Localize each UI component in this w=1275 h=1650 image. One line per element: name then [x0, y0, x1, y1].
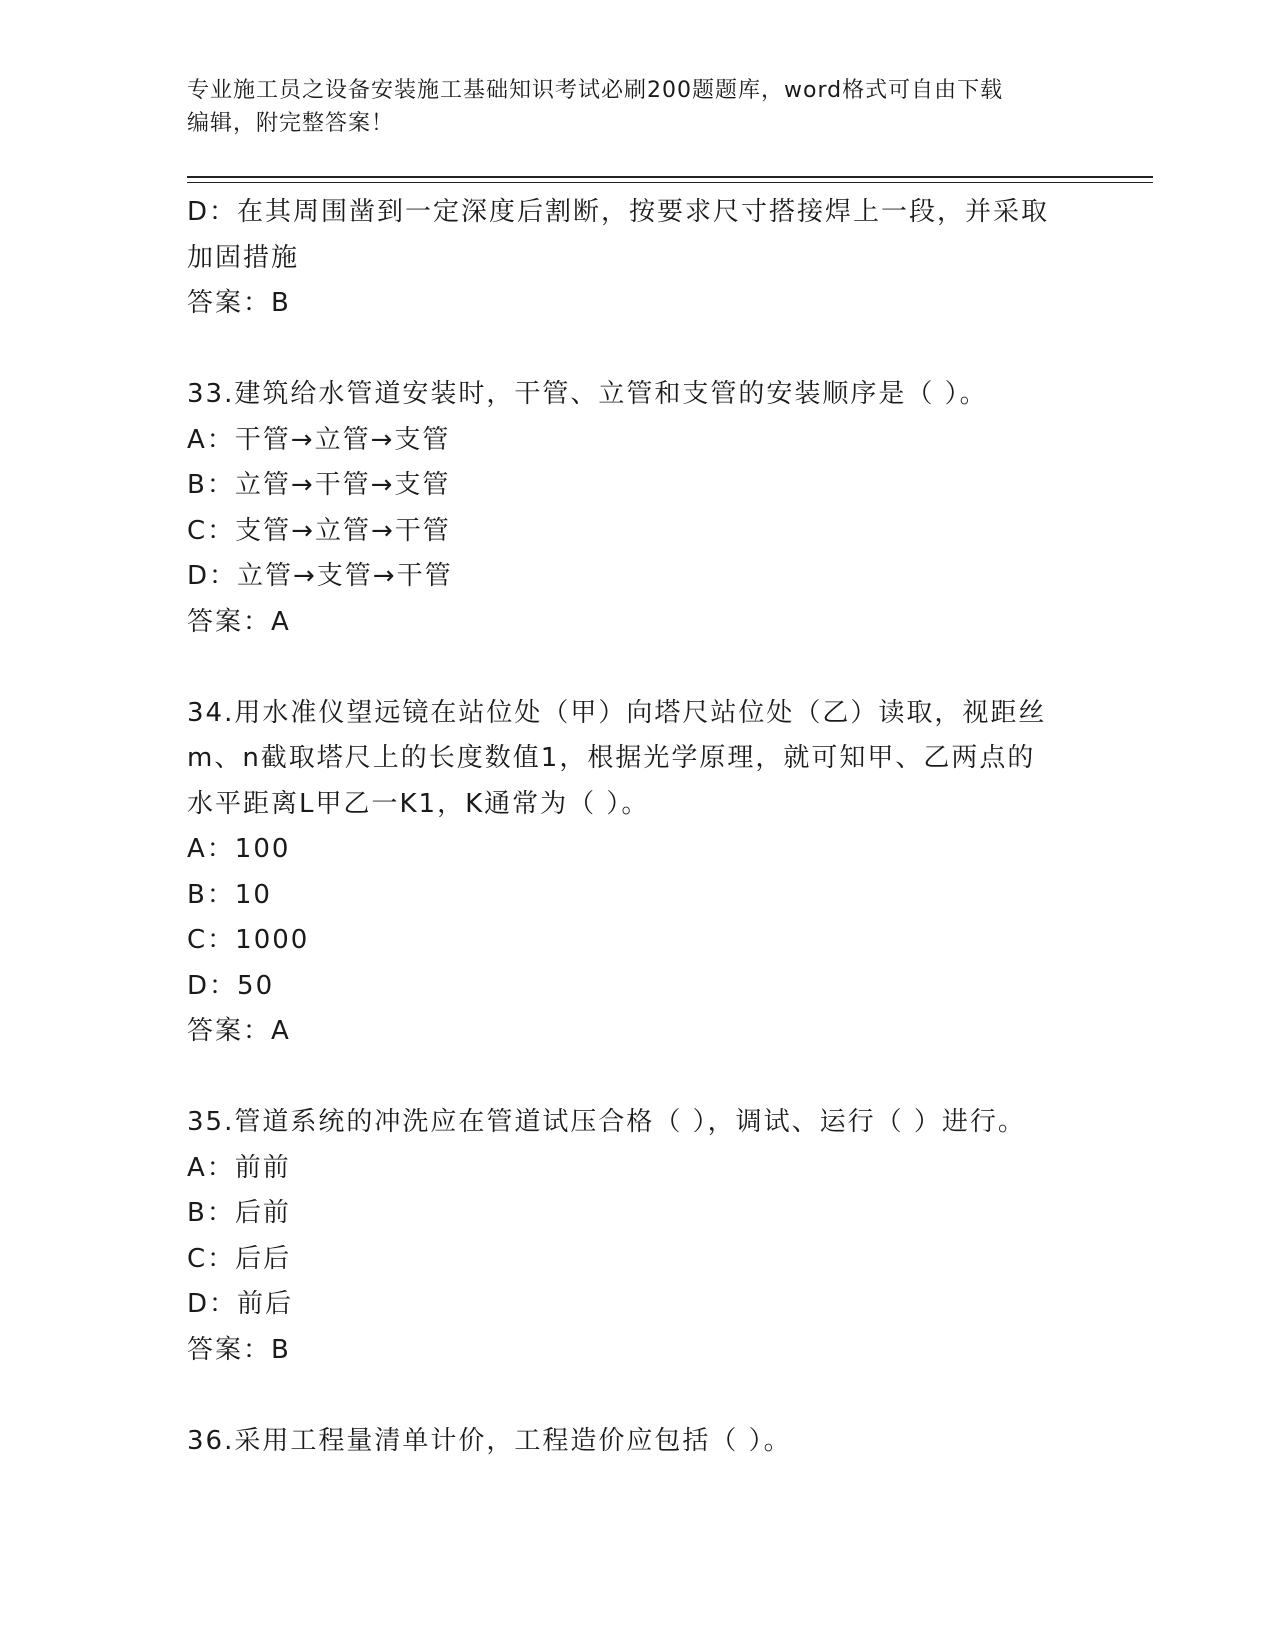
- header-divider-thick: [187, 176, 1153, 178]
- option-d: D：50: [187, 970, 275, 1001]
- answer: 答案：A: [187, 1016, 291, 1046]
- question-text: 33.建筑给水管道安装时，干管、立管和支管的安装顺序是（ ）。: [187, 379, 988, 409]
- option-c: C：1000: [187, 925, 310, 955]
- answer: 答案：B: [187, 288, 291, 318]
- option-a: A：干管→立管→支管: [187, 424, 451, 455]
- question-text-line-1: 34.用水准仪望远镜在站位处（甲）向塔尺站位处（乙）读取，视距丝: [187, 697, 1047, 728]
- question-text-line-3: 水平距离L甲乙一K1，K通常为（ ）。: [187, 788, 650, 819]
- question-text: 35.管道系统的冲洗应在管道试压合格（ ），调试、运行（ ）进行。: [187, 1107, 1026, 1137]
- header-divider-thin: [187, 182, 1153, 183]
- question-35: [187, 1100, 1087, 1373]
- option-b: B：后前: [187, 1198, 291, 1228]
- page-header: [187, 74, 1067, 140]
- answer: 答案：A: [187, 606, 291, 637]
- answer: 答案：B: [187, 1334, 291, 1365]
- option-d: D：前后: [187, 1289, 294, 1319]
- document-body: [187, 190, 1087, 1464]
- header-line-2: 编辑，附完整答案！: [187, 111, 395, 136]
- option-b: B：立管→干管→支管: [187, 470, 451, 500]
- header-line-1: 专业施工员之设备安装施工基础知识考试必刷200题题库，word格式可自由下载: [187, 78, 1004, 103]
- option-c: C：后后: [187, 1243, 292, 1274]
- question-33: [187, 372, 1087, 645]
- option-a: A：前前: [187, 1152, 291, 1183]
- question-34: [187, 691, 1087, 1055]
- option-a: A：100: [187, 834, 291, 864]
- question-36: [187, 1419, 1087, 1465]
- option-d-continued: 加固措施: [187, 242, 300, 273]
- option-d: D：立管→支管→干管: [187, 561, 453, 591]
- option-d: D：在其周围凿到一定深度后割断，按要求尺寸搭接焊上一段，并采取: [187, 197, 1050, 227]
- question-text-line-2: m、n截取塔尺上的长度数值1，根据光学原理，就可知甲、乙两点的: [187, 743, 1036, 773]
- option-c: C：支管→立管→干管: [187, 515, 451, 546]
- option-b: B：10: [187, 879, 272, 910]
- question-text: 36.采用工程量清单计价，工程造价应包括（ ）。: [187, 1425, 792, 1456]
- question-32-tail: [187, 190, 1087, 327]
